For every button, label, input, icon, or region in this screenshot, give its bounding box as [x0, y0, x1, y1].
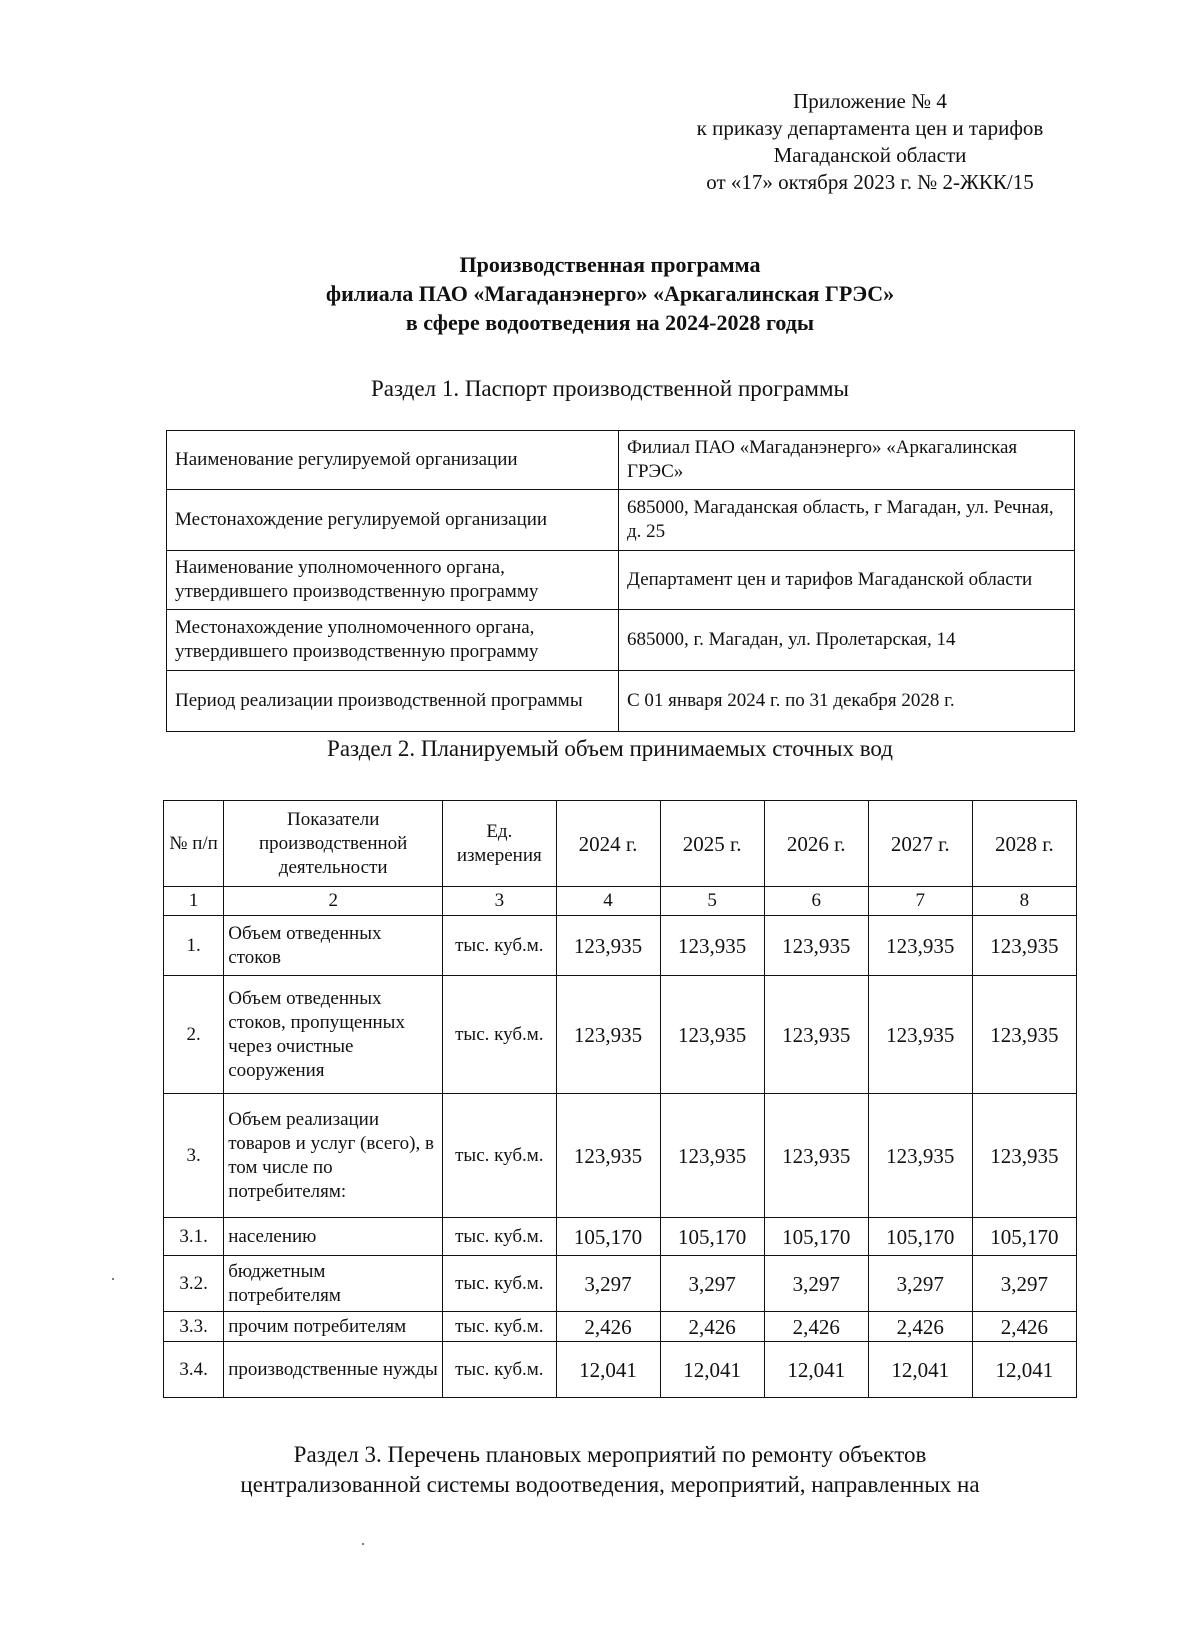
header-unit: Ед. измерения — [443, 801, 556, 887]
row-num: 3. — [164, 1094, 224, 1218]
value-cell: 123,935 — [660, 916, 764, 976]
value-cell: 3,297 — [764, 1256, 868, 1312]
passport-label: Местонахождение уполномоченного органа, утвердившего производственную программу — [167, 610, 619, 671]
column-number: 7 — [868, 887, 972, 916]
row-num: 3.2. — [164, 1256, 224, 1312]
value-cell: 123,935 — [868, 1094, 972, 1218]
value-cell: 2,426 — [868, 1312, 972, 1342]
row-unit: тыс. куб.м. — [443, 1312, 556, 1342]
table-header-row — [164, 801, 1077, 887]
row-unit: тыс. куб.м. — [443, 976, 556, 1094]
value-cell: 12,041 — [556, 1342, 660, 1398]
row-num: 3.3. — [164, 1312, 224, 1342]
section-3-heading — [160, 1440, 1060, 1500]
row-indicator: бюджетным потребителям — [224, 1256, 443, 1312]
section-2-heading: Раздел 2. Планируемый объем принимаемых сточных вод — [327, 736, 893, 761]
header-year-2025: 2025 г. — [660, 801, 764, 887]
column-number-row — [164, 887, 1077, 916]
row-indicator: прочим потребителям — [224, 1312, 443, 1342]
value-cell: 123,935 — [972, 1094, 1076, 1218]
column-number: 8 — [972, 887, 1076, 916]
table-row — [167, 490, 1075, 551]
header-year-2024: 2024 г. — [556, 801, 660, 887]
column-number: 1 — [164, 887, 224, 916]
row-unit: тыс. куб.м. — [443, 916, 556, 976]
table-row — [167, 671, 1075, 732]
title-line-1: Производственная программа — [459, 252, 761, 277]
table-row — [164, 1094, 1077, 1218]
passport-label: Наименование уполномоченного органа, утвердившего производственную программу — [167, 551, 619, 610]
table-row — [164, 976, 1077, 1094]
row-num: 3.1. — [164, 1218, 224, 1256]
row-num: 2. — [164, 976, 224, 1094]
scan-speck — [362, 1543, 364, 1545]
row-indicator: Объем отведенных стоков — [224, 916, 443, 976]
value-cell: 123,935 — [660, 976, 764, 1094]
value-cell: 105,170 — [764, 1218, 868, 1256]
table-row — [167, 431, 1075, 490]
passport-value: 685000, Магаданская область, г Магадан, ул. Речная, д. 25 — [619, 490, 1075, 551]
value-cell: 123,935 — [972, 976, 1076, 1094]
value-cell: 123,935 — [764, 976, 868, 1094]
value-cell: 3,297 — [556, 1256, 660, 1312]
row-indicator: Объем отведенных стоков, пропущенных через очистные сооружения — [224, 976, 443, 1094]
value-cell: 105,170 — [556, 1218, 660, 1256]
value-cell: 12,041 — [764, 1342, 868, 1398]
value-cell: 3,297 — [868, 1256, 972, 1312]
value-cell: 123,935 — [868, 916, 972, 976]
column-number: 5 — [660, 887, 764, 916]
header-year-2026: 2026 г. — [764, 801, 868, 887]
appendix-line-3: Магаданской области — [773, 143, 967, 167]
value-cell: 12,041 — [660, 1342, 764, 1398]
value-cell: 123,935 — [764, 1094, 868, 1218]
section-1-heading: Раздел 1. Паспорт производственной программы — [371, 376, 849, 401]
section-3-heading-line-1: Раздел 3. Перечень плановых мероприятий по ремонту объектов — [293, 1442, 927, 1467]
volumes-table — [163, 800, 1077, 1398]
row-unit: тыс. куб.м. — [443, 1342, 556, 1398]
row-num: 3.4. — [164, 1342, 224, 1398]
table-row — [167, 610, 1075, 671]
table-row — [164, 1342, 1077, 1398]
row-unit: тыс. куб.м. — [443, 1256, 556, 1312]
table-row — [167, 551, 1075, 610]
value-cell: 2,426 — [764, 1312, 868, 1342]
value-cell: 123,935 — [764, 916, 868, 976]
table-row — [164, 1218, 1077, 1256]
row-indicator: Объем реализации товаров и услуг (всего), в том числе по потребителям: — [224, 1094, 443, 1218]
passport-value: 685000, г. Магадан, ул. Пролетарская, 14 — [619, 610, 1075, 671]
appendix-header — [660, 88, 1080, 196]
header-year-2028: 2028 г. — [972, 801, 1076, 887]
value-cell: 123,935 — [556, 976, 660, 1094]
value-cell: 123,935 — [556, 916, 660, 976]
column-number: 2 — [224, 887, 443, 916]
appendix-line-2: к приказу департамента цен и тарифов — [696, 116, 1044, 140]
row-indicator: населению — [224, 1218, 443, 1256]
row-num: 1. — [164, 916, 224, 976]
header-indicator: Показатели производственной деятельности — [224, 801, 443, 887]
value-cell: 2,426 — [972, 1312, 1076, 1342]
value-cell: 105,170 — [972, 1218, 1076, 1256]
column-number: 3 — [443, 887, 556, 916]
passport-value: Департамент цен и тарифов Магаданской области — [619, 551, 1075, 610]
row-unit: тыс. куб.м. — [443, 1218, 556, 1256]
table-row — [164, 916, 1077, 976]
value-cell: 123,935 — [556, 1094, 660, 1218]
value-cell: 3,297 — [972, 1256, 1076, 1312]
header-year-2027: 2027 г. — [868, 801, 972, 887]
value-cell: 123,935 — [972, 916, 1076, 976]
value-cell: 123,935 — [868, 976, 972, 1094]
column-number: 4 — [556, 887, 660, 916]
passport-value: С 01 января 2024 г. по 31 декабря 2028 г. — [619, 671, 1075, 732]
column-number: 6 — [764, 887, 868, 916]
passport-label: Период реализации производственной программы — [167, 671, 619, 732]
passport-label: Наименование регулируемой организации — [167, 431, 619, 490]
table-row — [164, 1312, 1077, 1342]
appendix-line-1: Приложение № 4 — [793, 89, 947, 113]
value-cell: 3,297 — [660, 1256, 764, 1312]
value-cell: 123,935 — [660, 1094, 764, 1218]
row-indicator: производственные нужды — [224, 1342, 443, 1398]
value-cell: 2,426 — [660, 1312, 764, 1342]
value-cell: 105,170 — [868, 1218, 972, 1256]
row-unit: тыс. куб.м. — [443, 1094, 556, 1218]
value-cell: 12,041 — [868, 1342, 972, 1398]
scan-speck — [112, 1278, 114, 1280]
table-row — [164, 1256, 1077, 1312]
passport-table — [166, 430, 1075, 732]
appendix-line-4: от «17» октября 2023 г. № 2-ЖКК/15 — [706, 170, 1034, 194]
header-num: № п/п — [164, 801, 224, 887]
value-cell: 2,426 — [556, 1312, 660, 1342]
value-cell: 105,170 — [660, 1218, 764, 1256]
section-3-heading-line-2: централизованной системы водоотведения, мероприятий, направленных на — [240, 1472, 980, 1497]
value-cell: 12,041 — [972, 1342, 1076, 1398]
passport-value: Филиал ПАО «Магаданэнерго» «Аркагалинская ГРЭС» — [619, 431, 1075, 490]
passport-label: Местонахождение регулируемой организации — [167, 490, 619, 551]
document-title — [160, 250, 1060, 337]
title-line-3: в сфере водоотведения на 2024-2028 годы — [405, 310, 815, 335]
title-line-2: филиала ПАО «Магаданэнерго» «Аркагалинская ГРЭС» — [325, 281, 895, 306]
